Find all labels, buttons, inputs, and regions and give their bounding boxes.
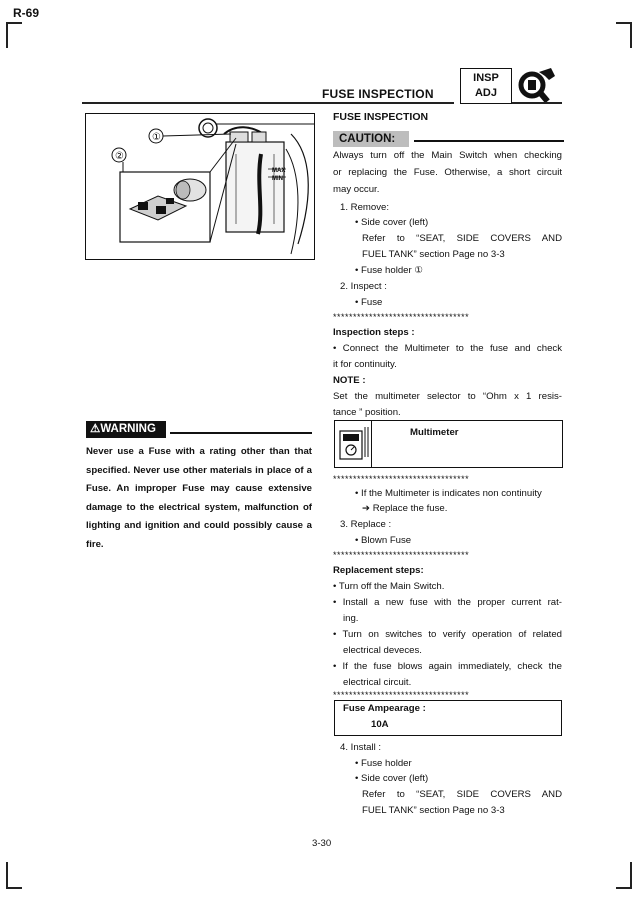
step-2: 2. Inspect : [340,281,387,292]
separator: ********************************** [333,690,470,700]
callout-1: ① [152,132,161,143]
caution-line-3: may occur. [333,184,380,195]
header-rule [512,102,562,104]
step-4-ref-2: FUEL TANK” section Page no 3-3 [362,805,505,816]
replacement-step-cont: electrical circuit. [343,677,412,688]
caution-rule [414,140,564,142]
step-1-item: • Fuse holder ① [355,265,423,276]
crop-mark [6,22,22,24]
crop-mark [6,862,8,888]
separator: ********************************** [333,474,470,484]
caution-line-1: Always turn off the Main Switch when checking [333,150,562,161]
warning-text: Never use a Fuse with a rating other than that specified. Never use other materials in place of a Fuse. An improper Fuse may cause extensive damage to the electrical system, malfunction of lighting and ignition and could possibly cause a fire. [86,446,312,550]
step-4-item: • Side cover (left) [355,773,429,784]
step-1: 1. Remove: [340,202,390,213]
fuse-rating-value: 10A [371,719,389,730]
replacement-step-cont: ing. [343,613,359,624]
step-1-ref-1: Refer to “SEAT, SIDE COVERS AND [362,233,562,244]
inspection-title: Inspection steps : [333,327,415,338]
badge-line1: INSP [473,72,499,84]
step-2-item: • Fuse [355,297,383,308]
crop-mark [630,22,632,48]
section-badge [460,68,512,104]
page-number: 3-30 [312,838,332,849]
step-1-ref-2: FUEL TANK” section Page no 3-3 [362,249,505,260]
note-title: NOTE : [333,375,366,386]
warning-label-text: WARNING [100,423,156,435]
replacement-step: • Turn on switches to verify operation of related [333,629,562,640]
crop-mark [6,887,22,889]
continuity-check: • If the Multimeter is indicates non continuity [355,488,542,499]
note-line-2: tance ” position. [333,407,401,418]
tool-name: Multimeter [410,427,459,438]
step-4: 4. Install : [340,742,382,753]
fuse-rating-title: Fuse Ampearage : [343,703,426,714]
page-id: R-69 [13,6,40,20]
note-line-1: Set the multimeter selector to “Ohm x 1 resis- [333,391,562,402]
step-1-item: • Side cover (left) [355,217,429,228]
warning-icon: ⚠ [90,423,101,435]
section-title: FUSE INSPECTION [333,111,429,123]
max-label: MAX [272,168,286,174]
fuse-rating-box [334,700,562,736]
inspection-step: • Connect the Multimeter to the fuse and check [333,343,562,354]
replacement-step: • Install a new fuse with the proper current rat- [333,597,562,608]
crop-mark [616,887,632,889]
continuity-action: ➔ Replace the fuse. [362,503,448,514]
page-title: FUSE INSPECTION [322,87,434,101]
tool-table [334,420,563,468]
caution-label: CAUTION: [333,131,409,147]
badge-line2: ADJ [474,87,497,99]
replacement-step: • If the fuse blows again immediately, check the [333,661,562,672]
wrench-magnifier-icon [515,66,557,106]
replacement-step: • Turn off the Main Switch. [333,581,445,592]
fuse-location-figure [85,113,315,260]
warning-rule [170,432,312,434]
crop-mark [6,22,8,48]
separator: ********************************** [333,550,470,560]
min-label: MIN [272,176,283,182]
replacement-title: Replacement steps: [333,565,424,576]
header-rule [82,102,454,104]
callout-2: ② [115,151,124,162]
warning-label [86,421,166,438]
replacement-step-cont: electrical deveces. [343,645,422,656]
step-4-ref-1: Refer to “SEAT, SIDE COVERS AND [362,789,562,800]
step-3-item: • Blown Fuse [355,535,412,546]
separator: ********************************** [333,312,470,322]
step-4-item: • Fuse holder [355,758,412,769]
multimeter-icon [335,421,372,467]
caution-line-2: or replacing the Fuse. Otherwise, a short circuit [333,167,562,178]
inspection-step-cont: it for continuity. [333,359,397,370]
step-3: 3. Replace : [340,519,392,530]
crop-mark [616,22,632,24]
crop-mark [630,862,632,888]
